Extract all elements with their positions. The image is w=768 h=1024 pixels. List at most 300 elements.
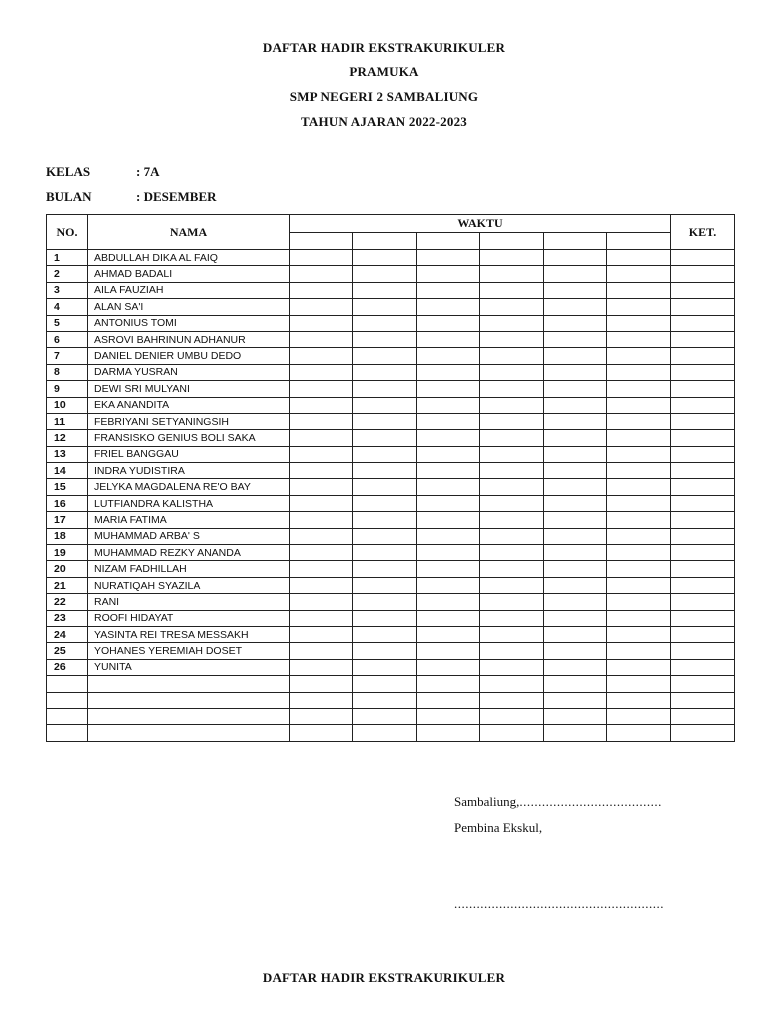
ket-cell[interactable] xyxy=(671,331,735,347)
attendance-cell[interactable] xyxy=(290,315,353,331)
attendance-cell[interactable] xyxy=(353,266,417,282)
attendance-cell[interactable] xyxy=(353,364,417,380)
table-row xyxy=(47,512,735,528)
attendance-cell[interactable] xyxy=(417,725,480,741)
attendance-cell[interactable] xyxy=(607,299,671,315)
attendance-cell[interactable] xyxy=(290,430,353,446)
ket-cell[interactable] xyxy=(671,413,735,429)
ket-cell[interactable] xyxy=(671,299,735,315)
attendance-cell[interactable] xyxy=(353,348,417,364)
attendance-cell[interactable] xyxy=(607,348,671,364)
kelas-label: KELAS xyxy=(46,164,91,179)
attendance-cell[interactable] xyxy=(544,381,607,397)
ket-cell[interactable] xyxy=(671,577,735,593)
attendance-cell[interactable] xyxy=(353,282,417,298)
attendance-cell[interactable] xyxy=(417,413,480,429)
attendance-cell[interactable] xyxy=(417,561,480,577)
ket-cell[interactable] xyxy=(671,643,735,659)
student-name: YASINTA REI TRESA MESSAKH xyxy=(88,626,290,642)
ket-cell[interactable] xyxy=(671,479,735,495)
table-row xyxy=(47,561,735,577)
student-name: MUHAMMAD ARBA' S xyxy=(88,528,290,544)
attendance-cell[interactable] xyxy=(353,463,417,479)
attendance-cell[interactable] xyxy=(544,659,607,675)
attendance-cell[interactable] xyxy=(544,708,607,724)
ket-cell[interactable] xyxy=(671,692,735,708)
attendance-cell[interactable] xyxy=(480,430,544,446)
attendance-cell[interactable] xyxy=(607,364,671,380)
attendance-cell[interactable] xyxy=(544,512,607,528)
attendance-cell[interactable] xyxy=(417,708,480,724)
attendance-cell[interactable] xyxy=(607,577,671,593)
row-number: 15 xyxy=(47,479,88,495)
col-no-header: NO. xyxy=(47,215,88,250)
attendance-cell[interactable] xyxy=(290,725,353,741)
doc-school-name: SMP NEGERI 2 SAMBALIUNG xyxy=(289,89,479,104)
table-row xyxy=(47,348,735,364)
attendance-cell[interactable] xyxy=(290,692,353,708)
attendance-cell[interactable] xyxy=(607,692,671,708)
attendance-cell[interactable] xyxy=(544,348,607,364)
student-name: DARMA YUSRAN xyxy=(88,364,290,380)
doc-subtitle-ekskul: PRAMUKA xyxy=(349,64,419,79)
ket-cell[interactable] xyxy=(671,528,735,544)
ket-cell[interactable] xyxy=(671,364,735,380)
attendance-cell[interactable] xyxy=(544,545,607,561)
attendance-cell[interactable] xyxy=(544,299,607,315)
attendance-cell[interactable] xyxy=(290,495,353,511)
attendance-cell[interactable] xyxy=(417,643,480,659)
attendance-cell[interactable] xyxy=(290,463,353,479)
ket-cell[interactable] xyxy=(671,561,735,577)
attendance-cell[interactable] xyxy=(607,725,671,741)
row-number: 19 xyxy=(47,545,88,561)
attendance-cell[interactable] xyxy=(607,676,671,692)
table-row xyxy=(47,315,735,331)
attendance-cell[interactable] xyxy=(480,692,544,708)
student-name: INDRA YUDISTIRA xyxy=(88,463,290,479)
attendance-cell[interactable] xyxy=(544,594,607,610)
student-name: DEWI SRI MULYANI xyxy=(88,381,290,397)
attendance-cell[interactable] xyxy=(544,643,607,659)
attendance-cell[interactable] xyxy=(290,512,353,528)
student-name: NURATIQAH SYAZILA xyxy=(88,577,290,593)
student-name: AILA FAUZIAH xyxy=(88,282,290,298)
row-number: 25 xyxy=(47,643,88,659)
attendance-cell[interactable] xyxy=(480,479,544,495)
row-number: 17 xyxy=(47,512,88,528)
student-name: JELYKA MAGDALENA RE'O BAY xyxy=(88,479,290,495)
attendance-cell[interactable] xyxy=(607,561,671,577)
student-name: NIZAM FADHILLAH xyxy=(88,561,290,577)
bulan-label: BULAN xyxy=(46,189,92,204)
attendance-cell[interactable] xyxy=(417,659,480,675)
attendance-cell[interactable] xyxy=(353,397,417,413)
row-number: 12 xyxy=(47,430,88,446)
attendance-cell[interactable] xyxy=(544,692,607,708)
attendance-cell[interactable] xyxy=(290,610,353,626)
attendance-cell[interactable] xyxy=(290,266,353,282)
attendance-cell[interactable] xyxy=(480,348,544,364)
attendance-cell[interactable] xyxy=(544,495,607,511)
attendance-cell[interactable] xyxy=(480,299,544,315)
ket-cell[interactable] xyxy=(671,315,735,331)
attendance-cell[interactable] xyxy=(607,266,671,282)
table-row xyxy=(47,413,735,429)
table-row xyxy=(47,397,735,413)
attendance-cell[interactable] xyxy=(417,348,480,364)
attendance-cell[interactable] xyxy=(544,266,607,282)
attendance-cell[interactable] xyxy=(353,725,417,741)
table-row xyxy=(47,479,735,495)
attendance-cell[interactable] xyxy=(544,725,607,741)
attendance-cell[interactable] xyxy=(544,397,607,413)
row-number: 9 xyxy=(47,381,88,397)
table-row xyxy=(47,364,735,380)
student-name: ANTONIUS TOMI xyxy=(88,315,290,331)
row-number xyxy=(47,725,88,741)
attendance-cell[interactable] xyxy=(290,282,353,298)
attendance-cell[interactable] xyxy=(480,561,544,577)
attendance-cell[interactable] xyxy=(417,577,480,593)
attendance-cell[interactable] xyxy=(544,528,607,544)
table-row xyxy=(47,446,735,462)
attendance-cell[interactable] xyxy=(290,708,353,724)
student-name: EKA ANANDITA xyxy=(88,397,290,413)
attendance-cell[interactable] xyxy=(480,725,544,741)
attendance-cell[interactable] xyxy=(417,381,480,397)
attendance-cell[interactable] xyxy=(353,692,417,708)
row-number: 5 xyxy=(47,315,88,331)
attendance-cell[interactable] xyxy=(417,397,480,413)
attendance-cell[interactable] xyxy=(290,626,353,642)
attendance-cell[interactable] xyxy=(353,315,417,331)
attendance-cell[interactable] xyxy=(290,348,353,364)
attendance-cell[interactable] xyxy=(417,315,480,331)
attendance-cell[interactable] xyxy=(544,610,607,626)
student-name: FEBRIYANI SETYANINGSIH xyxy=(88,413,290,429)
attendance-cell[interactable] xyxy=(417,676,480,692)
attendance-cell[interactable] xyxy=(290,594,353,610)
attendance-cell[interactable] xyxy=(417,626,480,642)
attendance-cell[interactable] xyxy=(353,594,417,610)
table-row xyxy=(47,266,735,282)
attendance-cell[interactable] xyxy=(607,610,671,626)
attendance-cell[interactable] xyxy=(290,364,353,380)
attendance-cell[interactable] xyxy=(290,331,353,347)
student-name xyxy=(88,676,290,692)
table-row xyxy=(47,250,735,266)
ket-cell[interactable] xyxy=(671,676,735,692)
attendance-cell[interactable] xyxy=(353,545,417,561)
table-row xyxy=(47,528,735,544)
attendance-cell[interactable] xyxy=(353,430,417,446)
row-number: 24 xyxy=(47,626,88,642)
attendance-cell[interactable] xyxy=(544,315,607,331)
waktu-slot-4 xyxy=(480,233,544,250)
attendance-cell[interactable] xyxy=(544,331,607,347)
row-number: 4 xyxy=(47,299,88,315)
signature-place: Sambaliung, xyxy=(454,794,520,809)
kelas-row xyxy=(46,164,159,180)
student-name: RANI xyxy=(88,594,290,610)
attendance-cell[interactable] xyxy=(417,528,480,544)
attendance-cell[interactable] xyxy=(353,676,417,692)
student-name xyxy=(88,708,290,724)
attendance-cell[interactable] xyxy=(607,397,671,413)
table-row xyxy=(47,381,735,397)
attendance-cell[interactable] xyxy=(353,479,417,495)
table-row xyxy=(47,282,735,298)
attendance-cell[interactable] xyxy=(607,626,671,642)
ket-cell[interactable] xyxy=(671,282,735,298)
ket-cell[interactable] xyxy=(671,250,735,266)
attendance-cell[interactable] xyxy=(607,282,671,298)
attendance-cell[interactable] xyxy=(480,463,544,479)
attendance-cell[interactable] xyxy=(480,381,544,397)
attendance-cell[interactable] xyxy=(353,512,417,528)
attendance-cell[interactable] xyxy=(417,463,480,479)
attendance-cell[interactable] xyxy=(544,479,607,495)
attendance-cell[interactable] xyxy=(417,594,480,610)
ket-cell[interactable] xyxy=(671,463,735,479)
attendance-cell[interactable] xyxy=(353,577,417,593)
attendance-cell[interactable] xyxy=(607,512,671,528)
row-number: 21 xyxy=(47,577,88,593)
attendance-cell[interactable] xyxy=(607,643,671,659)
student-name xyxy=(88,725,290,741)
row-number: 8 xyxy=(47,364,88,380)
ket-cell[interactable] xyxy=(671,725,735,741)
attendance-cell[interactable] xyxy=(417,299,480,315)
attendance-cell[interactable] xyxy=(607,708,671,724)
signature-place-line xyxy=(454,794,662,810)
ket-cell[interactable] xyxy=(671,266,735,282)
attendance-cell[interactable] xyxy=(353,413,417,429)
attendance-cell[interactable] xyxy=(480,315,544,331)
attendance-cell[interactable] xyxy=(290,250,353,266)
student-name: FRANSISKO GENIUS BOLI SAKA xyxy=(88,430,290,446)
attendance-cell[interactable] xyxy=(480,413,544,429)
attendance-cell[interactable] xyxy=(417,282,480,298)
ket-cell[interactable] xyxy=(671,659,735,675)
attendance-cell[interactable] xyxy=(353,643,417,659)
col-ket-header: KET. xyxy=(671,215,735,250)
ket-cell[interactable] xyxy=(671,348,735,364)
attendance-cell[interactable] xyxy=(353,528,417,544)
attendance-cell[interactable] xyxy=(480,282,544,298)
empty-table-row xyxy=(47,725,735,741)
attendance-cell[interactable] xyxy=(544,250,607,266)
attendance-cell[interactable] xyxy=(544,626,607,642)
attendance-cell[interactable] xyxy=(417,364,480,380)
attendance-cell[interactable] xyxy=(417,479,480,495)
ket-cell[interactable] xyxy=(671,446,735,462)
attendance-cell[interactable] xyxy=(480,577,544,593)
attendance-cell[interactable] xyxy=(480,545,544,561)
attendance-cell[interactable] xyxy=(607,331,671,347)
attendance-cell[interactable] xyxy=(290,381,353,397)
attendance-cell[interactable] xyxy=(607,594,671,610)
student-name: LUTFIANDRA KALISTHA xyxy=(88,495,290,511)
student-name: FRIEL BANGGAU xyxy=(88,446,290,462)
attendance-cell[interactable] xyxy=(480,495,544,511)
attendance-cell[interactable] xyxy=(480,659,544,675)
table-row xyxy=(47,545,735,561)
attendance-cell[interactable] xyxy=(544,282,607,298)
attendance-cell[interactable] xyxy=(417,692,480,708)
attendance-cell[interactable] xyxy=(480,626,544,642)
row-number: 18 xyxy=(47,528,88,544)
attendance-cell[interactable] xyxy=(290,413,353,429)
table-row xyxy=(47,495,735,511)
attendance-cell[interactable] xyxy=(480,610,544,626)
ket-cell[interactable] xyxy=(671,381,735,397)
student-name: YUNITA xyxy=(88,659,290,675)
attendance-cell[interactable] xyxy=(480,446,544,462)
row-number: 2 xyxy=(47,266,88,282)
attendance-cell[interactable] xyxy=(544,430,607,446)
ket-cell[interactable] xyxy=(671,626,735,642)
attendance-cell[interactable] xyxy=(417,266,480,282)
table-row xyxy=(47,463,735,479)
attendance-cell[interactable] xyxy=(417,446,480,462)
table-row xyxy=(47,331,735,347)
attendance-cell[interactable] xyxy=(480,266,544,282)
attendance-cell[interactable] xyxy=(544,364,607,380)
attendance-cell[interactable] xyxy=(353,299,417,315)
attendance-cell[interactable] xyxy=(353,495,417,511)
attendance-cell[interactable] xyxy=(607,545,671,561)
attendance-cell[interactable] xyxy=(353,626,417,642)
ket-cell[interactable] xyxy=(671,708,735,724)
attendance-cell[interactable] xyxy=(290,479,353,495)
ket-cell[interactable] xyxy=(671,512,735,528)
attendance-cell[interactable] xyxy=(607,446,671,462)
ket-cell[interactable] xyxy=(671,495,735,511)
waktu-slot-3 xyxy=(417,233,480,250)
row-number: 16 xyxy=(47,495,88,511)
attendance-cell[interactable] xyxy=(480,676,544,692)
table-row xyxy=(47,430,735,446)
student-name: YOHANES YEREMIAH DOSET xyxy=(88,643,290,659)
attendance-cell[interactable] xyxy=(290,397,353,413)
attendance-cell[interactable] xyxy=(290,299,353,315)
attendance-cell[interactable] xyxy=(607,463,671,479)
student-name: ABDULLAH DIKA AL FAIQ xyxy=(88,250,290,266)
attendance-cell[interactable] xyxy=(353,446,417,462)
attendance-cell[interactable] xyxy=(607,430,671,446)
attendance-cell[interactable] xyxy=(290,676,353,692)
attendance-cell[interactable] xyxy=(607,381,671,397)
row-number: 13 xyxy=(47,446,88,462)
attendance-cell[interactable] xyxy=(544,561,607,577)
attendance-cell[interactable] xyxy=(480,512,544,528)
attendance-cell[interactable] xyxy=(417,430,480,446)
attendance-table xyxy=(46,214,735,742)
attendance-cell[interactable] xyxy=(417,545,480,561)
bulan-value: : DESEMBER xyxy=(136,189,217,204)
attendance-cell[interactable] xyxy=(480,643,544,659)
attendance-cell[interactable] xyxy=(480,397,544,413)
signature-role: Pembina Ekskul, xyxy=(454,820,543,835)
bulan-row xyxy=(46,189,217,205)
col-nama-header: NAMA xyxy=(88,215,290,250)
attendance-cell[interactable] xyxy=(480,364,544,380)
attendance-cell[interactable] xyxy=(290,659,353,675)
attendance-cell[interactable] xyxy=(290,561,353,577)
attendance-cell[interactable] xyxy=(290,446,353,462)
ket-cell[interactable] xyxy=(671,397,735,413)
attendance-cell[interactable] xyxy=(480,594,544,610)
attendance-cell[interactable] xyxy=(607,250,671,266)
attendance-cell[interactable] xyxy=(607,413,671,429)
attendance-cell[interactable] xyxy=(480,250,544,266)
attendance-cell[interactable] xyxy=(544,446,607,462)
ket-cell[interactable] xyxy=(671,430,735,446)
attendance-cell[interactable] xyxy=(290,577,353,593)
student-name: ASROVI BAHRINUN ADHANUR xyxy=(88,331,290,347)
attendance-cell[interactable] xyxy=(417,250,480,266)
attendance-cell[interactable] xyxy=(353,381,417,397)
attendance-cell[interactable] xyxy=(607,479,671,495)
student-name: ROOFI HIDAYAT xyxy=(88,610,290,626)
attendance-cell[interactable] xyxy=(353,561,417,577)
attendance-cell[interactable] xyxy=(607,315,671,331)
next-page-title: DAFTAR HADIR EKSTRAKURIKULER xyxy=(262,970,506,985)
table-row xyxy=(47,610,735,626)
attendance-cell[interactable] xyxy=(290,528,353,544)
row-number: 14 xyxy=(47,463,88,479)
col-waktu-header: WAKTU xyxy=(290,215,671,233)
row-number: 11 xyxy=(47,413,88,429)
attendance-cell[interactable] xyxy=(417,512,480,528)
row-number xyxy=(47,676,88,692)
attendance-cell[interactable] xyxy=(417,331,480,347)
ket-cell[interactable] xyxy=(671,610,735,626)
attendance-cell[interactable] xyxy=(607,495,671,511)
attendance-cell[interactable] xyxy=(353,610,417,626)
row-number: 7 xyxy=(47,348,88,364)
attendance-cell[interactable] xyxy=(544,676,607,692)
attendance-cell[interactable] xyxy=(290,643,353,659)
attendance-cell[interactable] xyxy=(417,610,480,626)
ket-cell[interactable] xyxy=(671,594,735,610)
attendance-cell[interactable] xyxy=(290,545,353,561)
attendance-rows xyxy=(47,250,735,742)
ket-cell[interactable] xyxy=(671,545,735,561)
attendance-cell[interactable] xyxy=(353,659,417,675)
attendance-cell[interactable] xyxy=(353,250,417,266)
attendance-cell[interactable] xyxy=(544,577,607,593)
waktu-slot-5 xyxy=(544,233,607,250)
attendance-cell[interactable] xyxy=(544,463,607,479)
row-number: 26 xyxy=(47,659,88,675)
attendance-cell[interactable] xyxy=(607,528,671,544)
attendance-cell[interactable] xyxy=(480,528,544,544)
student-name: AHMAD BADALI xyxy=(88,266,290,282)
attendance-cell[interactable] xyxy=(417,495,480,511)
row-number: 3 xyxy=(47,282,88,298)
attendance-cell[interactable] xyxy=(480,708,544,724)
attendance-cell[interactable] xyxy=(607,659,671,675)
attendance-cell[interactable] xyxy=(544,413,607,429)
attendance-cell[interactable] xyxy=(353,708,417,724)
attendance-cell[interactable] xyxy=(353,331,417,347)
empty-table-row xyxy=(47,692,735,708)
attendance-cell[interactable] xyxy=(480,331,544,347)
student-name xyxy=(88,692,290,708)
